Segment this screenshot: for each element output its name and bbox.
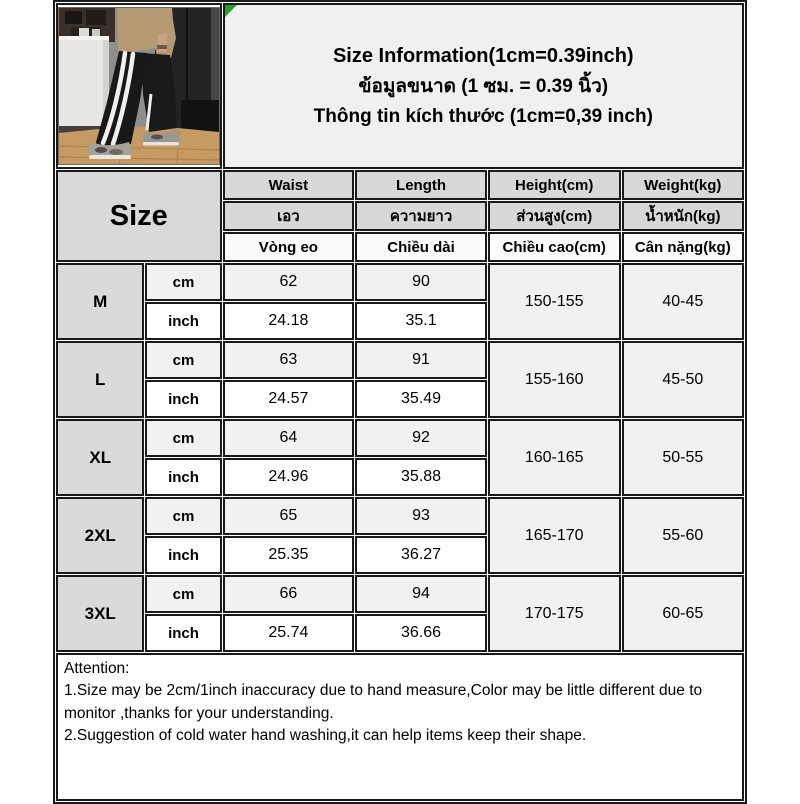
title-cell: [223, 3, 744, 169]
size-label: XL: [56, 419, 144, 496]
length-inch-value: 35.49: [355, 380, 487, 418]
title-vietnamese: Thông tin kích thước (1cm=0,39 inch): [313, 105, 653, 127]
col-header-height-th: ส่วนสูง(cm): [488, 201, 621, 231]
table-row: [56, 419, 744, 457]
height-range-value: 150-155: [488, 263, 621, 340]
unit-cm-label: cm: [145, 497, 221, 535]
length-cm-value: 93: [355, 497, 487, 535]
col-header-weight-en: Weight(kg): [622, 170, 744, 200]
length-inch-value: 36.66: [355, 614, 487, 652]
col-header-waist-vi: Vòng eo: [223, 232, 355, 262]
col-header-weight-th: น้ำหนัก(kg): [622, 201, 744, 231]
waist-cm-value: 65: [223, 497, 355, 535]
unit-cm-label: cm: [145, 419, 221, 457]
unit-cm-label: cm: [145, 341, 221, 379]
size-chart-sheet: [53, 0, 747, 804]
length-inch-value: 35.88: [355, 458, 487, 496]
unit-inch-label: inch: [145, 380, 221, 418]
waist-inch-value: 24.57: [223, 380, 355, 418]
col-header-waist-th: เอว: [223, 201, 355, 231]
height-range-value: 165-170: [488, 497, 621, 574]
product-photo: [58, 7, 220, 165]
length-cm-value: 92: [355, 419, 487, 457]
title-english: Size Information(1cm=0.39inch): [332, 45, 634, 68]
col-header-length-en: Length: [355, 170, 487, 200]
waist-cm-value: 62: [223, 263, 355, 301]
waist-inch-value: 24.96: [223, 458, 355, 496]
length-inch-value: 35.1: [355, 302, 487, 340]
attention-line-2: 2.Suggestion of cold water hand washing,it can help items keep their shape.: [64, 727, 587, 745]
table-row: [56, 341, 744, 379]
size-table: [53, 0, 747, 804]
table-row: [56, 575, 744, 613]
unit-cm-label: cm: [145, 263, 221, 301]
unit-inch-label: inch: [145, 458, 221, 496]
height-range-value: 155-160: [488, 341, 621, 418]
height-range-value: 170-175: [488, 575, 621, 652]
waist-cm-value: 63: [223, 341, 355, 379]
length-cm-value: 94: [355, 575, 487, 613]
weight-range-value: 50-55: [622, 419, 744, 496]
weight-range-value: 60-65: [622, 575, 744, 652]
col-header-waist-en: Waist: [223, 170, 355, 200]
weight-range-value: 45-50: [622, 341, 744, 418]
waist-inch-value: 25.74: [223, 614, 355, 652]
product-photo-cell: [56, 3, 222, 169]
table-row: [56, 497, 744, 535]
waist-cm-value: 64: [223, 419, 355, 457]
col-header-weight-vi: Cân nặng(kg): [622, 232, 744, 262]
unit-inch-label: inch: [145, 536, 221, 574]
unit-inch-label: inch: [145, 302, 221, 340]
attention-note-cell: [56, 653, 744, 801]
size-label: M: [56, 263, 144, 340]
col-header-height-vi: Chiều cao(cm): [488, 232, 621, 262]
table-row: [56, 263, 744, 301]
size-label: L: [56, 341, 144, 418]
height-range-value: 160-165: [488, 419, 621, 496]
unit-inch-label: inch: [145, 614, 221, 652]
length-inch-value: 36.27: [355, 536, 487, 574]
size-header-cell: Size: [56, 170, 222, 262]
col-header-length-vi: Chiều dài: [355, 232, 487, 262]
length-cm-value: 90: [355, 263, 487, 301]
title-thai: ข้อมูลขนาด (1 ซม. = 0.39 นิ้ว): [358, 76, 609, 98]
attention-line-1: 1.Size may be 2cm/1inch inaccuracy due to hand measure,Color may be little different due to monitor ,thanks for your understanding.: [64, 682, 703, 722]
col-header-length-th: ความยาว: [355, 201, 487, 231]
size-label: 3XL: [56, 575, 144, 652]
waist-cm-value: 66: [223, 575, 355, 613]
col-header-height-en: Height(cm): [488, 170, 621, 200]
length-cm-value: 91: [355, 341, 487, 379]
unit-cm-label: cm: [145, 575, 221, 613]
waist-inch-value: 24.18: [223, 302, 355, 340]
weight-range-value: 40-45: [622, 263, 744, 340]
size-label: 2XL: [56, 497, 144, 574]
corner-marker-icon: [225, 5, 237, 17]
attention-heading: Attention:: [64, 660, 130, 677]
weight-range-value: 55-60: [622, 497, 744, 574]
waist-inch-value: 25.35: [223, 536, 355, 574]
